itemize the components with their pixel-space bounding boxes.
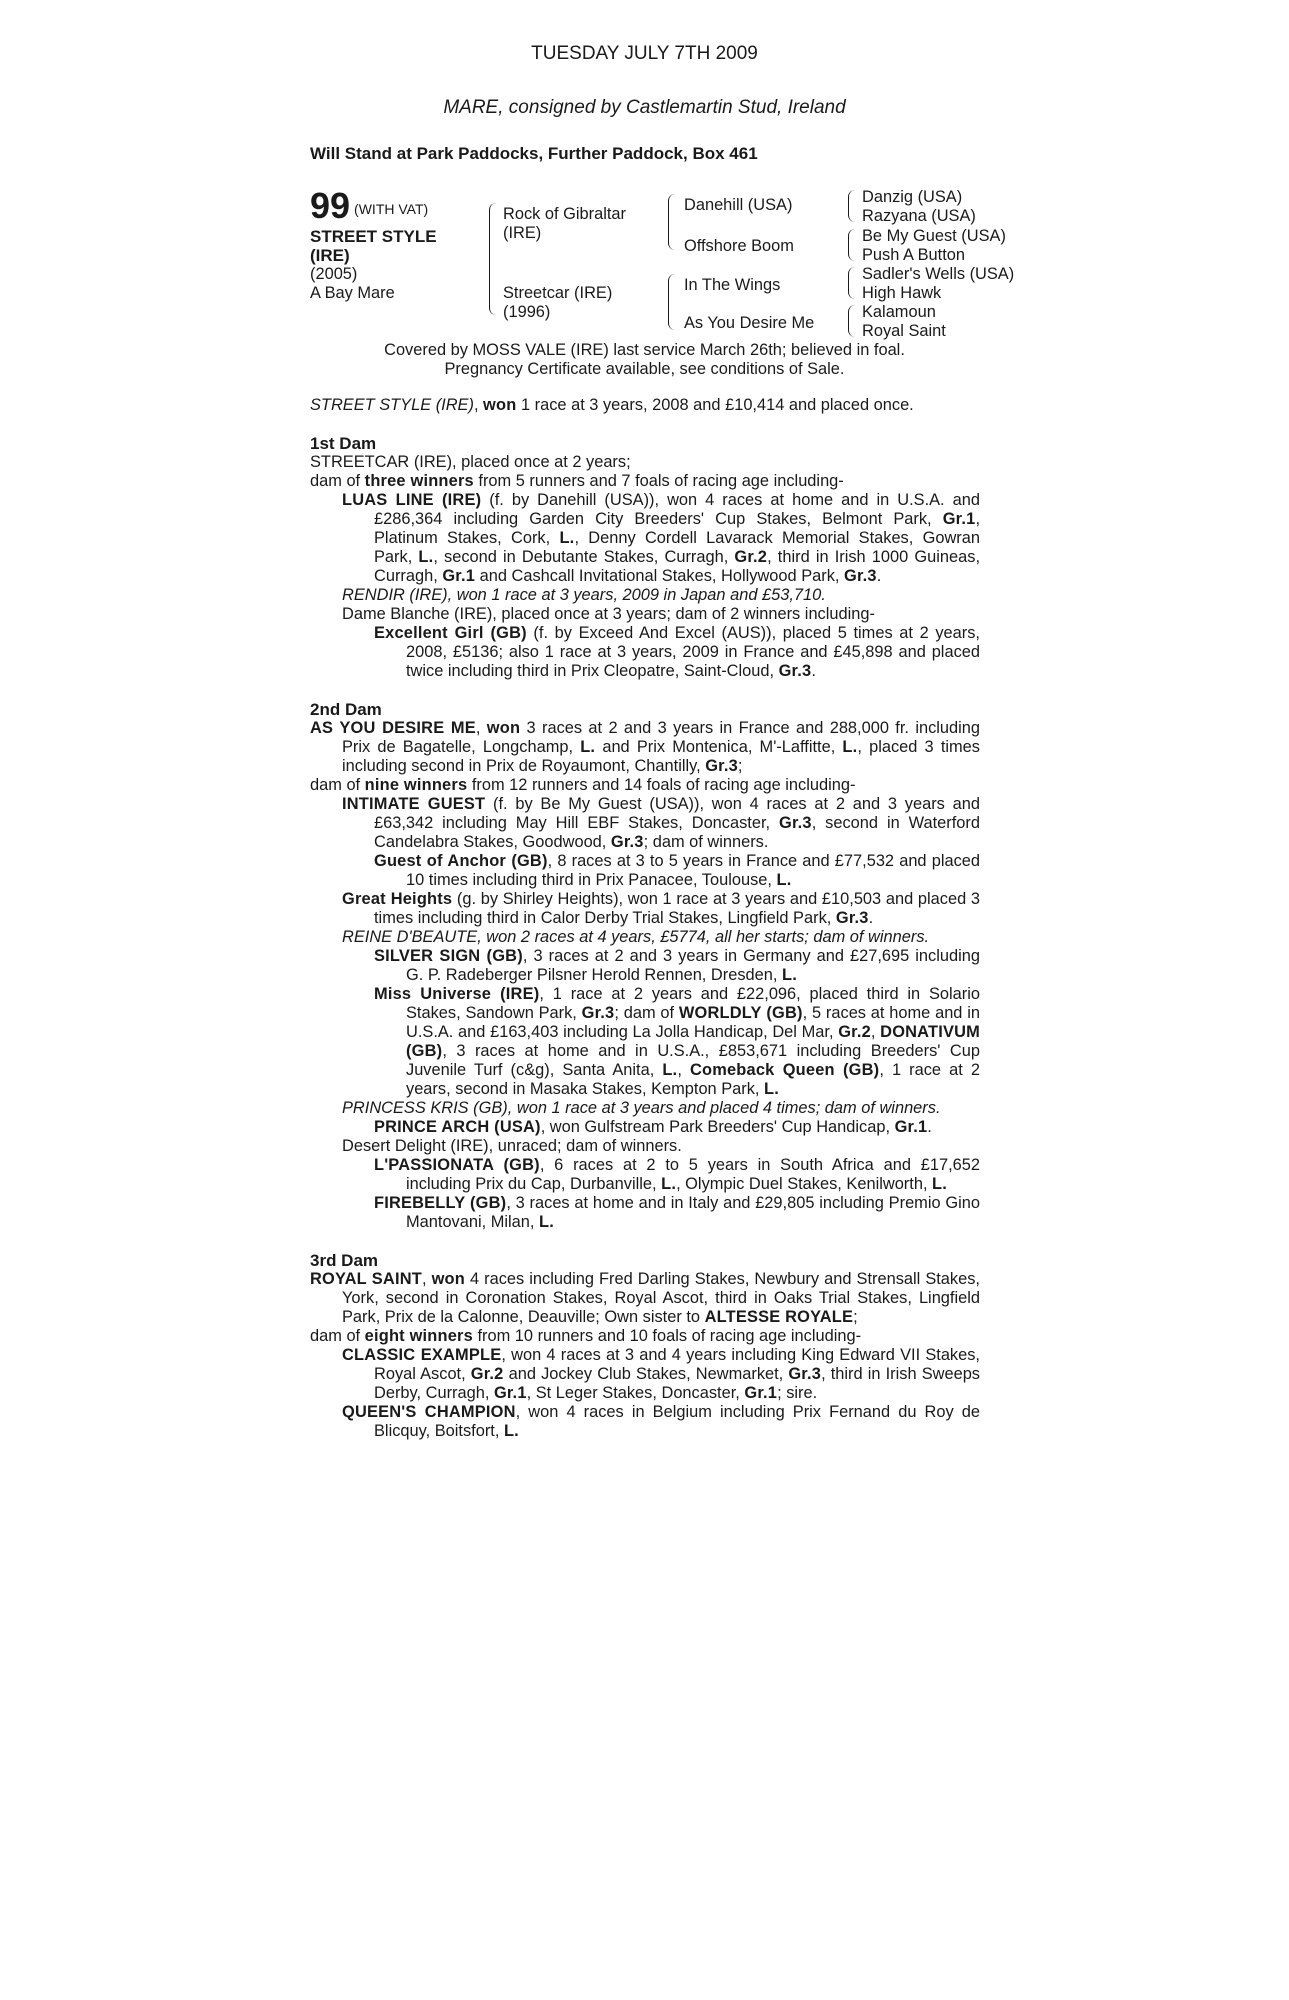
- luas-line-entry: LUAS LINE (IRE) (f. by Danehill (USA)), won 4 races at home and in U.S.A. and £286,364 including Garden City Breeders' Cup Stakes, Belmont Park, Gr.1, Platinum Stakes, Cork, L., Denny Cordell Lavarack Memorial Stakes, Gowran Park, L., second in Debutante Stakes, Curragh, Gr.2, third in Irish 1000 Guineas, Curragh, Gr.1 and Cashcall Invitational Stakes, Hollywood Park, Gr.3.: [342, 491, 981, 585]
- pedigree-sire-country: (IRE): [503, 224, 542, 242]
- pedigree-sire-sire: Danehill (USA): [684, 196, 793, 214]
- classic-example-entry: CLASSIC EXAMPLE, won 4 races at 3 and 4 years including King Edward VII Stakes, Royal Ascot, Gr.2 and Jockey Club Stakes, Newmarket, Gr.3, third in Irish Sweeps Derby, Curragh, Gr.1, St Leger Stakes, Doncaster, Gr.1; sire.: [342, 1346, 980, 1402]
- dame-blanche-entry: Dame Blanche (IRE), placed once at 3 years; dam of 2 winners including-: [342, 605, 875, 623]
- desert-delight-entry: Desert Delight (IRE), unraced; dam of winners.: [342, 1137, 682, 1155]
- pedigree-ss-sire: Danzig (USA): [862, 188, 963, 206]
- pedigree-ds-dam: High Hawk: [862, 284, 942, 302]
- silver-sign-entry: SILVER SIGN (GB), 3 races at 2 and 3 years in Germany and £27,695 including G. P. Radeberger Pilsner Herold Rennen, Dresden, L.: [374, 947, 980, 984]
- pedigree-dd-dam: Royal Saint: [862, 322, 946, 340]
- pedigree-brace-dd: [848, 305, 855, 337]
- pedigree-brace-ds: [848, 267, 855, 299]
- horse-name: STREET STYLE (IRE): [310, 227, 437, 265]
- summary-won: won: [483, 396, 517, 414]
- pedigree-dam-dam: As You Desire Me: [684, 314, 815, 332]
- rendir-entry: RENDIR (IRE), won 1 race at 3 years, 2009 in Japan and £53,710.: [342, 586, 826, 604]
- second-dam-title: 2nd Dam: [310, 700, 382, 719]
- third-dam-produce: dam of eight winners from 10 runners and 10 foals of racing age including-: [310, 1327, 862, 1345]
- miss-universe-entry: Miss Universe (IRE), 1 race at 2 years and £22,096, placed third in Solario Stakes, Sandown Park, Gr.3; dam of WORLDLY (GB), 5 races at home and in U.S.A. and £163,403 including La Jolla Handicap, Del Mar, Gr.2, DONATIVUM (GB), 3 races at home and in U.S.A., £853,671 including Breeders' Cup Juvenile Turf (c&g), Santa Anita, L., Comeback Queen (GB), 1 race at 2 years, second in Masaka Stakes, Kempton Park, L.: [374, 985, 980, 1098]
- pedigree-brace-dam: [668, 274, 675, 330]
- great-heights-entry: Great Heights (g. by Shirley Heights), won 1 race at 3 years and £10,503 and placed 3 times including third in Calor Derby Trial Stakes, Lingfield Park, Gr.3.: [342, 890, 980, 927]
- first-dam-produce: dam of three winners from 5 runners and 7 foals of racing age including-: [310, 472, 844, 490]
- princess-kris-entry: PRINCESS KRIS (GB), won 1 race at 3 years and placed 4 times; dam of winners.: [342, 1099, 941, 1117]
- intimate-guest-entry: INTIMATE GUEST (f. by Be My Guest (USA)), won 4 races at 2 and 3 years and £63,342 including May Hill EBF Stakes, Doncaster, Gr.3, second in Waterford Candelabra Stakes, Goodwood, Gr.3; dam of winners.: [342, 795, 980, 851]
- third-dam-title: 3rd Dam: [310, 1251, 379, 1270]
- excellent-girl-entry: Excellent Girl (GB) (f. by Exceed And Excel (AUS)), placed 5 times at 2 years, 2008, £5136; also 1 race at 3 years, 2009 in France and £45,898 and placed twice including third in Prix Cleopatre, Saint-Cloud, Gr.3.: [374, 624, 980, 680]
- pedigree-brace-ss: [848, 190, 855, 222]
- pedigree-sire-dam: Offshore Boom: [684, 237, 794, 255]
- pedigree-dam-sire: In The Wings: [684, 276, 781, 294]
- pedigree-sire: Rock of Gibraltar: [503, 205, 626, 223]
- pedigree-ds-sire: Sadler's Wells (USA): [862, 265, 1015, 283]
- firebelly-entry: FIREBELLY (GB), 3 races at home and in Italy and £29,805 including Premio Gino Mantovani, Milan, L.: [374, 1194, 980, 1231]
- summary-line: STREET STYLE (IRE), won 1 race at 3 years, 2008 and £10,414 and placed once.: [310, 396, 914, 414]
- summary-horse: STREET STYLE (IRE): [310, 396, 474, 414]
- pedigree-sd-sire: Be My Guest (USA): [862, 227, 1006, 245]
- third-dam-line: ROYAL SAINT, won 4 races including Fred Darling Stakes, Newbury and Strensall Stakes, York, second in Coronation Stakes, Royal Ascot, third in Oaks Trial Stakes, Lingfield Park, Prix de la Calonne, Deauville; Own sister to ALTESSE ROYALE;: [310, 1270, 980, 1326]
- sale-date: TUESDAY JULY 7TH 2009: [531, 43, 758, 64]
- second-dam-line: AS YOU DESIRE ME, won 3 races at 2 and 3 years in France and 288,000 fr. including Prix de Bagatelle, Longchamp, L. and Prix Montenica, M'-Laffitte, L., placed 3 times including second in Prix de Royaumont, Chantilly, Gr.3;: [310, 719, 981, 775]
- pedigree-brace-sd: [848, 229, 855, 261]
- pedigree-dd-sire: Kalamoun: [862, 303, 936, 321]
- pedigree-brace-main: [489, 203, 496, 315]
- stand-location: Will Stand at Park Paddocks, Further Paddock, Box 461: [310, 144, 758, 163]
- pedigree-brace-sire: [668, 194, 675, 250]
- pedigree-dam: Streetcar (IRE): [503, 284, 613, 302]
- lpassionata-entry: L'PASSIONATA (GB), 6 races at 2 to 5 years in South Africa and £17,652 including Prix du Cap, Durbanville, L., Olympic Duel Stakes, Kenilworth, L.: [374, 1156, 980, 1193]
- horse-description: A Bay Mare: [310, 284, 395, 302]
- vat-note: (WITH VAT): [354, 201, 429, 217]
- first-dam-title: 1st Dam: [310, 434, 377, 453]
- lot-number-value: 99: [310, 185, 351, 226]
- prince-arch-entry: PRINCE ARCH (USA), won Gulfstream Park Breeders' Cup Handicap, Gr.1.: [374, 1118, 932, 1136]
- reine-entry: REINE D'BEAUTE, won 2 races at 4 years, £5774, all her starts; dam of winners.: [342, 928, 930, 946]
- guest-of-anchor-entry: Guest of Anchor (GB), 8 races at 3 to 5 years in France and £77,532 and placed 10 times including third in Prix Panacee, Toulouse, L.: [374, 852, 980, 889]
- consignment-line: MARE, consigned by Castlemartin Stud, Ireland: [443, 97, 846, 118]
- covered-note: Covered by MOSS VALE (IRE) last service March 26th; believed in foal.: [384, 341, 905, 359]
- pedigree-sd-dam: Push A Button: [862, 246, 965, 264]
- summary-rest: 1 race at 3 years, 2008 and £10,414 and placed once.: [516, 396, 914, 414]
- race-record: [310, 396, 980, 1441]
- queens-champion-entry: QUEEN'S CHAMPION, won 4 races in Belgium including Prix Fernand du Roy de Blicquy, Boitsfort, L.: [342, 1403, 981, 1440]
- pedigree-dam-year: (1996): [503, 303, 551, 321]
- horse-year: (2005): [310, 265, 358, 283]
- lot-number: [310, 185, 429, 227]
- second-dam-produce: dam of nine winners from 12 runners and 14 foals of racing age including-: [310, 776, 856, 794]
- first-dam-line: STREETCAR (IRE), placed once at 2 years;: [310, 453, 631, 471]
- pedigree-ss-dam: Razyana (USA): [862, 207, 976, 225]
- pregnancy-note: Pregnancy Certificate available, see conditions of Sale.: [444, 360, 845, 378]
